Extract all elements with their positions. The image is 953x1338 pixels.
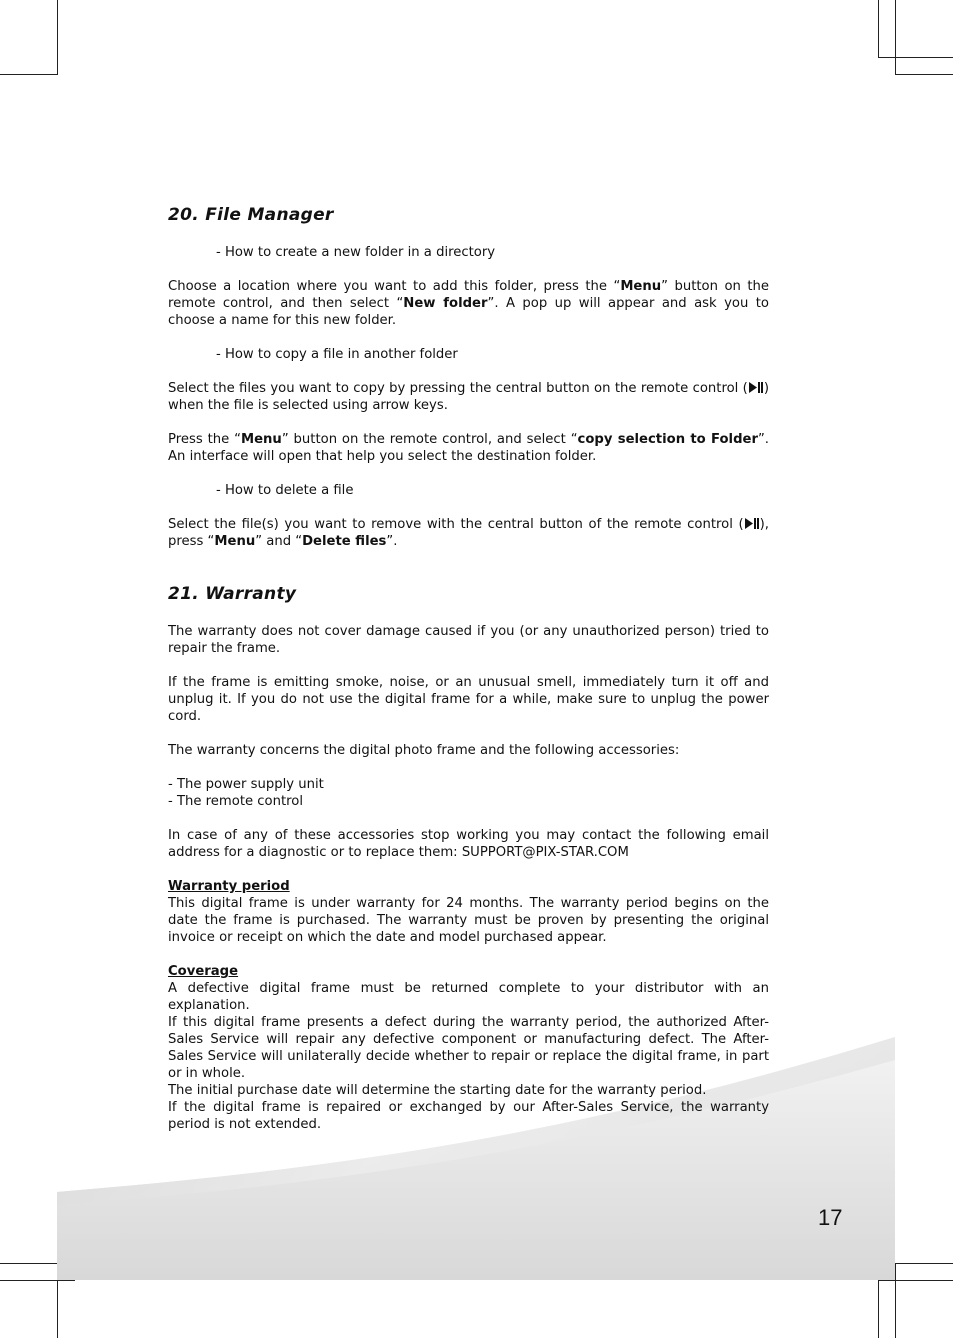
subheading-create-folder: - How to create a new folder in a directory (216, 245, 496, 260)
subheading-delete-file: - How to delete a file (216, 483, 354, 498)
paragraph-warranty-damage: The warranty does not cover damage caused if you (or any unauthorized person) tried to repair the frame. (168, 624, 769, 656)
coverage-line: A defective digital frame must be returned complete to your distributor with an explanation. (168, 981, 769, 1013)
coverage-line: If the digital frame is repaired or exchanged by our After-Sales Service, the warranty period is not extended. (168, 1100, 769, 1132)
heading-warranty-period: Warranty period (168, 879, 290, 894)
paragraph-contact-email: In case of any of these accessories stop working you may contact the following email address for a diagnostic or to replace them: SUPPORT@PIX-STAR.COM (168, 828, 769, 860)
coverage-line: The initial purchase date will determine the starting date for the warranty period. (168, 1083, 707, 1098)
coverage-text (168, 980, 769, 1133)
accessory-list-item: - The remote control (168, 794, 304, 809)
paragraph-create-folder: Choose a location where you want to add this folder, press the “Menu” button on the remote control, and then select “New folder”. A pop up will appear and ask you to choose a name for this new folder. (168, 279, 769, 328)
page-number: 17 (818, 1205, 843, 1230)
section-title-file-manager: 20. File Manager (168, 205, 334, 225)
paragraph-warranty-period: This digital frame is under warranty for 24 months. The warranty period begins on the date the frame is purchased. The warranty must be proven by presenting the original invoice or receipt on which the date and model purchased appear. (168, 896, 769, 945)
section-title-warranty: 21. Warranty (168, 584, 297, 604)
accessory-list-item: - The power supply unit (168, 777, 324, 792)
paragraph-warranty-smoke: If the frame is emitting smoke, noise, or an unusual smell, immediately turn it off and unplug it. If you do not use the digital frame for a while, make sure to unplug the power cord. (168, 675, 769, 724)
paragraph-delete-file: Select the file(s) you want to remove with the central button of the remote control ( ), press “Menu” and “Delete files”. (168, 517, 769, 549)
play-pause-icon (744, 518, 760, 529)
subheading-copy-file: - How to copy a file in another folder (216, 347, 458, 362)
coverage-line: If this digital frame presents a defect during the warranty period, the authorized After-Sales Service will repair any defective component or manufacturing defect. The After-Sales Service will unilaterally decide whether to repair or replace the digital frame, in part or in whole. (168, 1015, 769, 1081)
paragraph-copy-menu: Press the “Menu” button on the remote control, and select “copy selection to Folder”. An interface will open that help you select the destination folder. (168, 432, 769, 464)
paragraph-copy-file: Select the files you want to copy by pressing the central button on the remote control ( ) when the file is selected using arrow keys. (168, 381, 769, 413)
heading-coverage: Coverage (168, 964, 239, 979)
play-pause-icon (748, 382, 764, 393)
paragraph-warranty-accessories: The warranty concerns the digital photo frame and the following accessories: (168, 743, 680, 758)
